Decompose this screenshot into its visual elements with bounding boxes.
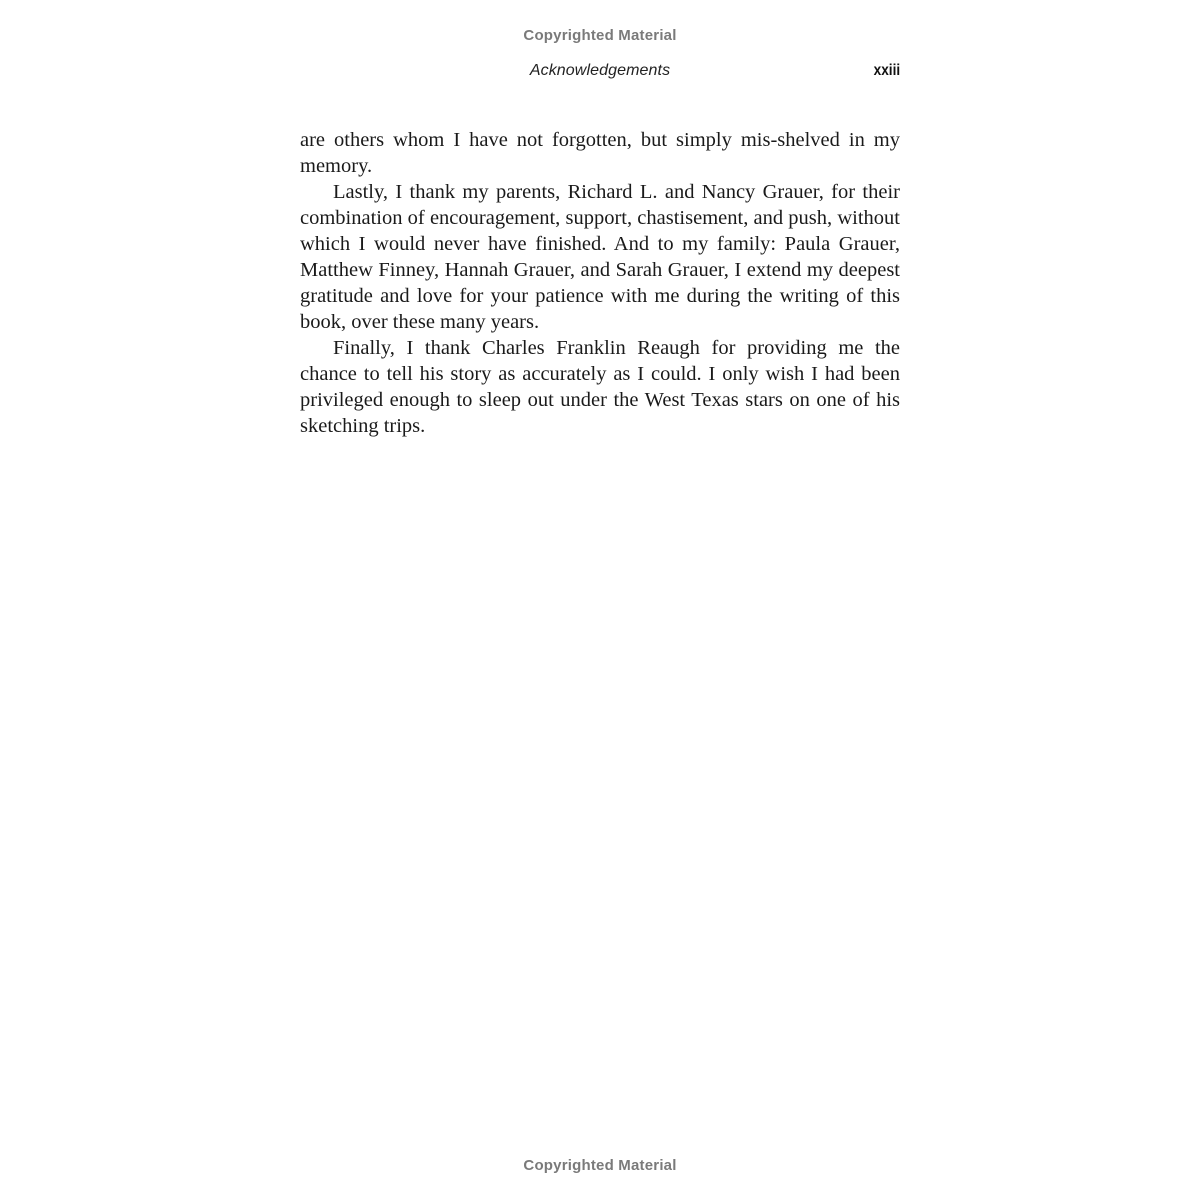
paragraph-reaugh: Finally, I thank Charles Franklin Reaugh for providing me the chance to tell his story as accurately as I could. I only wish I had been privileged enough to sleep out under the West Texas stars on one of his sketching trips. bbox=[300, 337, 900, 437]
body-text bbox=[300, 127, 900, 439]
section-title: Acknowledgements bbox=[529, 62, 671, 79]
copyright-watermark-top: Copyrighted Material bbox=[523, 27, 677, 44]
paragraph-continued: are others whom I have not forgotten, but simply mis-shelved in my memory. bbox=[300, 129, 900, 177]
paragraph-parents: Lastly, I thank my parents, Richard L. and Nancy Grauer, for their combination of encouragement, support, chastisement, and push, without which I would never have finished. And to my family: Paula Grauer, Matthew Finney, Hannah Grauer, and Sarah Grauer, I extend my deepest gratitude and love for your patience with me during the writing of this book, over these many years. bbox=[300, 181, 900, 333]
page-number: xxiii bbox=[873, 62, 900, 79]
running-head bbox=[300, 62, 900, 84]
copyright-watermark-bottom: Copyrighted Material bbox=[523, 1157, 677, 1174]
